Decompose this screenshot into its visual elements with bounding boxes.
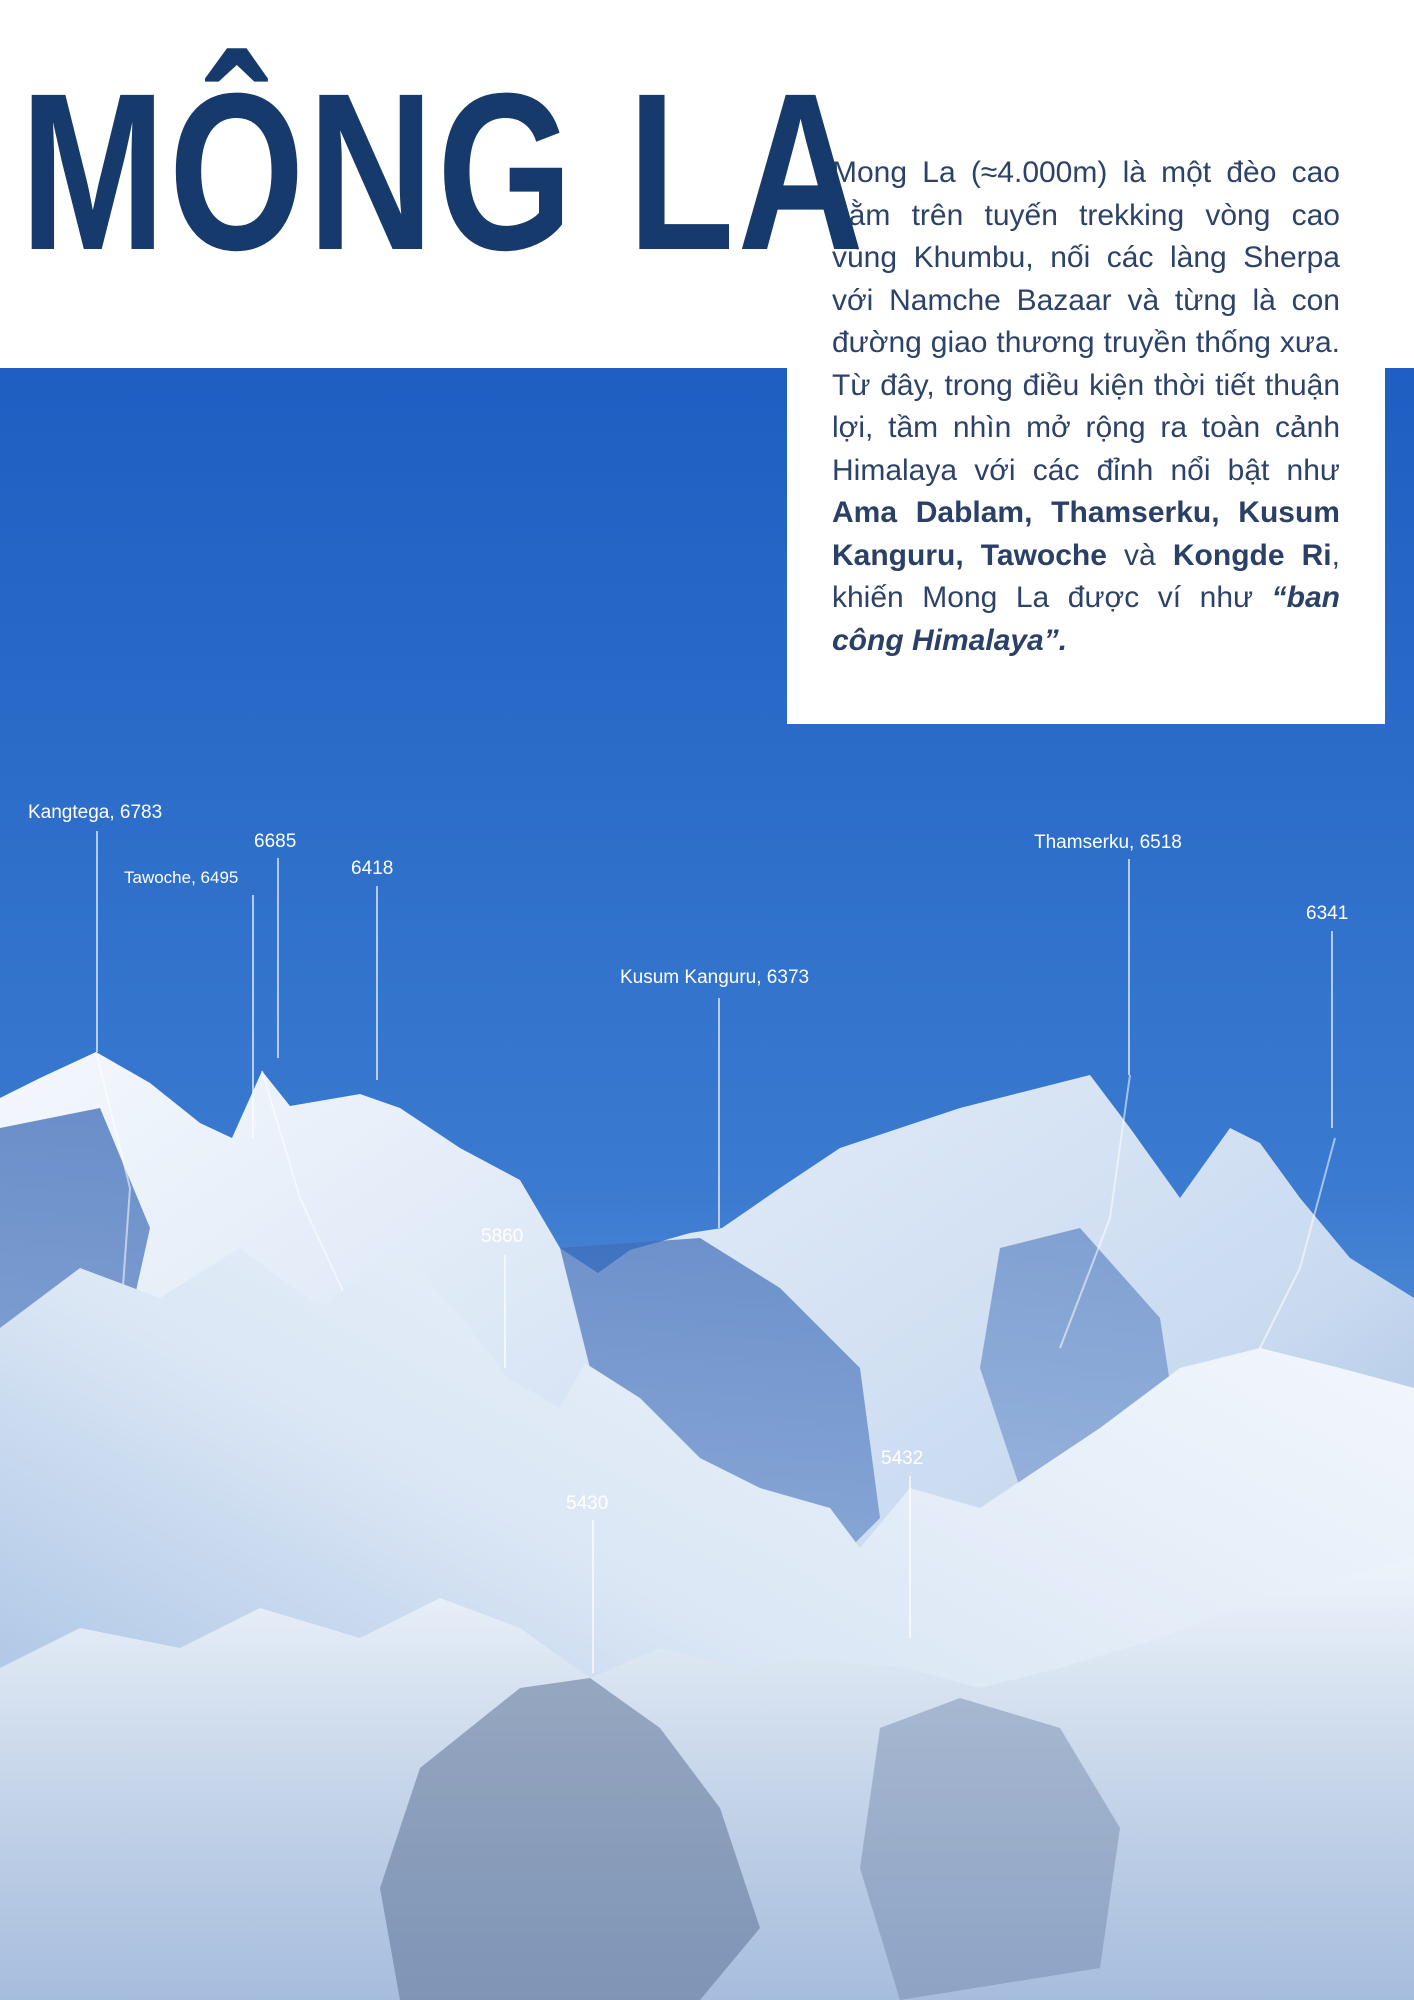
description-paragraph: [832, 152, 1340, 662]
description-intro: Mong La (≈4.000m) là một đèo cao nằm trên tuyến trekking vòng cao vùng Khumbu, nối các làng Sherpa với Namche Bazaar và từng là con đường giao thương truyền thống xưa. Từ đây, trong điều kiện thời tiết thuận lợi, tầm nhìn mở rộng ra toàn cảnh Himalaya với các đỉnh nổi bật như: [832, 156, 1340, 487]
page-title: MÔNG LA: [20, 47, 867, 297]
peak-label-kangtega: Kangtega, 6783: [28, 802, 163, 823]
description-card: [787, 140, 1385, 724]
peak-label-5430: 5430: [566, 1493, 609, 1514]
peak-label-6685: 6685: [254, 831, 297, 852]
peak-name-ama-dablam: Ama Dablam,: [832, 496, 1033, 529]
description-connector-comparison: , khiến Mong La được ví như: [832, 538, 1340, 614]
peak-label-thamserku: Thamserku, 6518: [1034, 832, 1182, 853]
peak-label-5432: 5432: [881, 1448, 924, 1469]
peak-label-tawoche: Tawoche, 6495: [124, 868, 239, 887]
peak-name-kusum-kanguru: Kusum Kanguru,: [832, 496, 1340, 572]
description-quote: “ban công Himalaya”.: [832, 581, 1340, 657]
peak-label-6341: 6341: [1306, 903, 1349, 924]
peak-label-kusum-kanguru: Kusum Kanguru, 6373: [620, 967, 810, 988]
description-connector-and: và: [1106, 538, 1173, 572]
peak-label-6418: 6418: [351, 858, 394, 879]
peak-name-thamserku: Thamserku,: [1051, 496, 1220, 529]
peak-label-5860: 5860: [481, 1226, 524, 1247]
peak-name-kongde-ri: Kongde Ri: [1172, 538, 1332, 572]
peak-name-tawoche: Tawoche: [980, 538, 1107, 572]
